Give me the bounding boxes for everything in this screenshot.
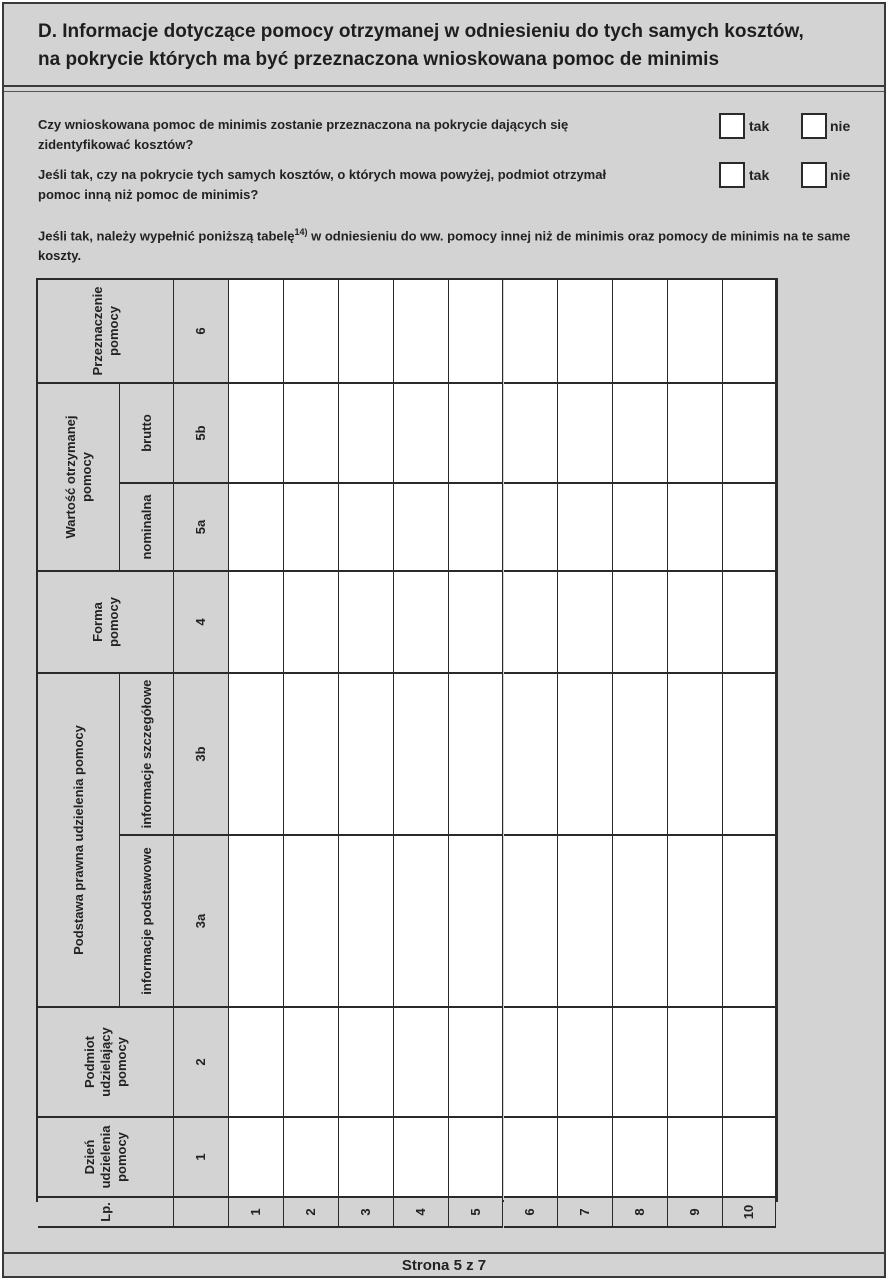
entry-6-gross-cell[interactable] (504, 384, 559, 484)
row-number-label: 9 (687, 1208, 703, 1216)
header-detailed-info-label: informacje szczegółowe (138, 679, 154, 829)
question-1-line-1: Czy wnioskowana pomoc de minimis zostanie przeznaczona na pokrycie dających się (38, 117, 569, 132)
entry-7-detailed-info-cell[interactable] (558, 674, 613, 836)
table-instruction (38, 222, 868, 266)
header-legal-basis-label: Podstawa prawna udzielenia pomocy (70, 725, 86, 955)
question-1-yes-checkbox[interactable] (719, 113, 745, 139)
entry-6-granting-entity-cell[interactable] (504, 1008, 559, 1118)
entry-3-purpose-cell[interactable] (339, 280, 394, 384)
entry-4-nominal-cell[interactable] (394, 484, 449, 572)
header-grant-date (38, 1118, 174, 1198)
header-grant-date-line-2: udzielenia (97, 1125, 113, 1189)
header-legal-basis-group (38, 674, 120, 1008)
entry-3-detailed-info-cell[interactable] (339, 674, 394, 836)
question-2-line-2: pomoc inną niż pomoc de minimis? (38, 187, 259, 202)
column-number-2: 2 (174, 1008, 229, 1118)
header-granting-entity-line-2: udzielający (97, 1027, 113, 1097)
entry-3-aid-form-cell[interactable] (339, 572, 394, 674)
header-nominal (120, 484, 174, 572)
entry-10-nominal-cell[interactable] (723, 484, 776, 572)
entry-8-detailed-info-cell[interactable] (613, 674, 668, 836)
column-number-empty (174, 1198, 229, 1228)
row-number-cell (394, 1198, 449, 1228)
entry-8-grant-date-cell[interactable] (613, 1118, 668, 1198)
footer-divider (4, 1252, 884, 1254)
entry-3-basic-info-cell[interactable] (339, 836, 394, 1008)
entry-3-grant-date-cell[interactable] (339, 1118, 394, 1198)
header-value-group-line-1: Wartość otrzymanej (62, 415, 78, 539)
entry-7-aid-form-cell[interactable] (558, 572, 613, 674)
row-number-label: 6 (522, 1208, 538, 1216)
row-number-label: 8 (632, 1208, 648, 1216)
question-2-text (38, 165, 678, 205)
entry-10-purpose-cell[interactable] (723, 280, 776, 384)
entry-4-grant-date-cell[interactable] (394, 1118, 449, 1198)
section-title-line-2: na pokrycie których ma być przeznaczona wnioskowana pomoc de minimis (38, 49, 720, 70)
row-number-cell (613, 1198, 668, 1228)
entry-10-granting-entity-cell[interactable] (723, 1008, 776, 1118)
entry-1-basic-info-cell[interactable] (229, 836, 284, 1008)
instruction-text: Jeśli tak, należy wypełnić poniższą tabelę (38, 228, 295, 244)
entry-8-granting-entity-cell[interactable] (613, 1008, 668, 1118)
form-page (2, 2, 886, 1278)
entry-6-detailed-info-cell[interactable] (504, 674, 559, 836)
page-number: Strona 5 z 7 (401, 1257, 487, 1274)
entry-4-purpose-cell[interactable] (394, 280, 449, 384)
entry-1-nominal-cell[interactable] (229, 484, 284, 572)
question-1-yes-label: tak (749, 118, 770, 134)
question-2-no-label: nie (830, 167, 851, 183)
entry-9-nominal-cell[interactable] (668, 484, 723, 572)
header-grant-date-line-3: pomocy (113, 1132, 129, 1182)
question-1-text (38, 115, 678, 155)
entry-9-basic-info-cell[interactable] (668, 836, 723, 1008)
header-granting-entity (38, 1008, 174, 1118)
header-aid-form-line-1: Forma (89, 602, 105, 642)
question-1-line-2: zidentyfikować kosztów? (38, 137, 194, 152)
entry-5-detailed-info-cell[interactable] (449, 674, 504, 836)
row-number-cell (449, 1198, 504, 1228)
entry-3-granting-entity-cell[interactable] (339, 1008, 394, 1118)
entry-5-grant-date-cell[interactable] (449, 1118, 504, 1198)
row-number-label: 1 (247, 1208, 263, 1216)
column-number-3b: 3b (174, 674, 229, 836)
entry-5-gross-cell[interactable] (449, 384, 504, 484)
entry-6-aid-form-cell[interactable] (504, 572, 559, 674)
header-lp-label: Lp. (97, 1202, 113, 1222)
header-value-group (38, 384, 120, 572)
entry-9-aid-form-cell[interactable] (668, 572, 723, 674)
entry-4-gross-cell[interactable] (394, 384, 449, 484)
entry-6-grant-date-cell[interactable] (504, 1118, 559, 1198)
entry-4-basic-info-cell[interactable] (394, 836, 449, 1008)
entry-7-purpose-cell[interactable] (558, 280, 613, 384)
entry-10-grant-date-cell[interactable] (723, 1118, 776, 1198)
entry-8-gross-cell[interactable] (613, 384, 668, 484)
row-number-cell (339, 1198, 394, 1228)
section-header (4, 4, 884, 87)
column-number-3a: 3a (174, 836, 229, 1008)
row-number-cell (504, 1198, 559, 1228)
entry-9-detailed-info-cell[interactable] (668, 674, 723, 836)
aid-table (36, 278, 778, 1222)
entry-3-gross-cell[interactable] (339, 384, 394, 484)
header-gross (120, 384, 174, 484)
entry-5-basic-info-cell[interactable] (449, 836, 504, 1008)
header-lp (38, 1198, 174, 1228)
column-number-1: 1 (174, 1118, 229, 1198)
entry-2-gross-cell[interactable] (284, 384, 339, 484)
footnote-marker: 14) (294, 227, 308, 237)
entry-8-nominal-cell[interactable] (613, 484, 668, 572)
row-number-cell (229, 1198, 284, 1228)
entry-5-aid-form-cell[interactable] (449, 572, 504, 674)
row-number-label: 2 (302, 1208, 318, 1216)
entry-8-basic-info-cell[interactable] (613, 836, 668, 1008)
entry-3-nominal-cell[interactable] (339, 484, 394, 572)
entry-7-nominal-cell[interactable] (558, 484, 613, 572)
entry-8-aid-form-cell[interactable] (613, 572, 668, 674)
header-purpose-line-2: pomocy (105, 306, 121, 356)
entry-9-granting-entity-cell[interactable] (668, 1008, 723, 1118)
column-number-5b: 5b (174, 384, 229, 484)
entry-7-grant-date-cell[interactable] (558, 1118, 613, 1198)
row-number-label: 4 (412, 1208, 428, 1216)
header-granting-entity-line-1: Podmiot (81, 1036, 97, 1088)
header-purpose-line-1: Przeznaczenie (89, 286, 105, 376)
column-number-5a: 5a (174, 484, 229, 572)
entry-2-nominal-cell[interactable] (284, 484, 339, 572)
entry-2-detailed-info-cell[interactable] (284, 674, 339, 836)
row-number-cell (723, 1198, 776, 1228)
entry-10-basic-info-cell[interactable] (723, 836, 776, 1008)
entry-4-granting-entity-cell[interactable] (394, 1008, 449, 1118)
question-2-yes-checkbox[interactable] (719, 162, 745, 188)
entry-1-gross-cell[interactable] (229, 384, 284, 484)
entry-2-grant-date-cell[interactable] (284, 1118, 339, 1198)
entry-6-basic-info-cell[interactable] (504, 836, 559, 1008)
entry-6-nominal-cell[interactable] (504, 484, 559, 572)
header-nominal-label: nominalna (138, 494, 154, 560)
header-gross-label: brutto (138, 414, 154, 452)
row-number-label: 3 (357, 1208, 373, 1216)
row-number-label: 7 (577, 1208, 593, 1216)
section-title (38, 18, 858, 74)
header-grant-date-line-1: Dzień (81, 1139, 97, 1175)
row-number-cell (668, 1198, 723, 1228)
question-1-no-label: nie (830, 118, 851, 134)
entry-1-aid-form-cell[interactable] (229, 572, 284, 674)
header-aid-form-line-2: pomocy (105, 597, 121, 647)
column-number-4: 4 (174, 572, 229, 674)
row-number-cell (558, 1198, 613, 1228)
header-purpose (38, 280, 174, 384)
header-detailed-info (120, 674, 174, 836)
row-number-label: 5 (467, 1208, 483, 1216)
entry-1-granting-entity-cell[interactable] (229, 1008, 284, 1118)
entry-10-aid-form-cell[interactable] (723, 572, 776, 674)
entry-6-purpose-cell[interactable] (504, 280, 559, 384)
entry-2-basic-info-cell[interactable] (284, 836, 339, 1008)
row-number-cell (284, 1198, 339, 1228)
section-title-line-1: D. Informacje dotyczące pomocy otrzymanej w odniesieniu do tych samych kosztów, (38, 21, 804, 42)
header-basic-info (120, 836, 174, 1008)
entry-4-detailed-info-cell[interactable] (394, 674, 449, 836)
entry-7-basic-info-cell[interactable] (558, 836, 613, 1008)
question-1-no-checkbox[interactable] (801, 113, 827, 139)
entry-5-nominal-cell[interactable] (449, 484, 504, 572)
entry-1-purpose-cell[interactable] (229, 280, 284, 384)
header-divider (4, 91, 884, 92)
entry-10-gross-cell[interactable] (723, 384, 776, 484)
question-2-no-checkbox[interactable] (801, 162, 827, 188)
entry-8-purpose-cell[interactable] (613, 280, 668, 384)
header-basic-info-label: informacje podstawowe (138, 847, 154, 995)
entry-10-detailed-info-cell[interactable] (723, 674, 776, 836)
entry-5-purpose-cell[interactable] (449, 280, 504, 384)
instruction-text-continued: w odniesieniu do ww. pomocy innej niż de minimis oraz pomocy de minimis na te same koszty. (38, 228, 851, 264)
entry-2-aid-form-cell[interactable] (284, 572, 339, 674)
column-number-6: 6 (174, 280, 229, 384)
entry-2-granting-entity-cell[interactable] (284, 1008, 339, 1118)
entry-1-grant-date-cell[interactable] (229, 1118, 284, 1198)
entry-9-purpose-cell[interactable] (668, 280, 723, 384)
entry-5-granting-entity-cell[interactable] (449, 1008, 504, 1118)
question-2-yes-label: tak (749, 167, 770, 183)
header-aid-form (38, 572, 174, 674)
entry-9-gross-cell[interactable] (668, 384, 723, 484)
entry-7-gross-cell[interactable] (558, 384, 613, 484)
entry-2-purpose-cell[interactable] (284, 280, 339, 384)
entry-4-aid-form-cell[interactable] (394, 572, 449, 674)
row-number-label: 10 (741, 1204, 757, 1220)
header-value-group-line-2: pomocy (78, 452, 94, 502)
header-granting-entity-line-3: pomocy (113, 1037, 129, 1087)
entry-7-granting-entity-cell[interactable] (558, 1008, 613, 1118)
question-2-line-1: Jeśli tak, czy na pokrycie tych samych kosztów, o których mowa powyżej, podmiot otrzymał (38, 167, 607, 182)
entry-1-detailed-info-cell[interactable] (229, 674, 284, 836)
entry-9-grant-date-cell[interactable] (668, 1118, 723, 1198)
